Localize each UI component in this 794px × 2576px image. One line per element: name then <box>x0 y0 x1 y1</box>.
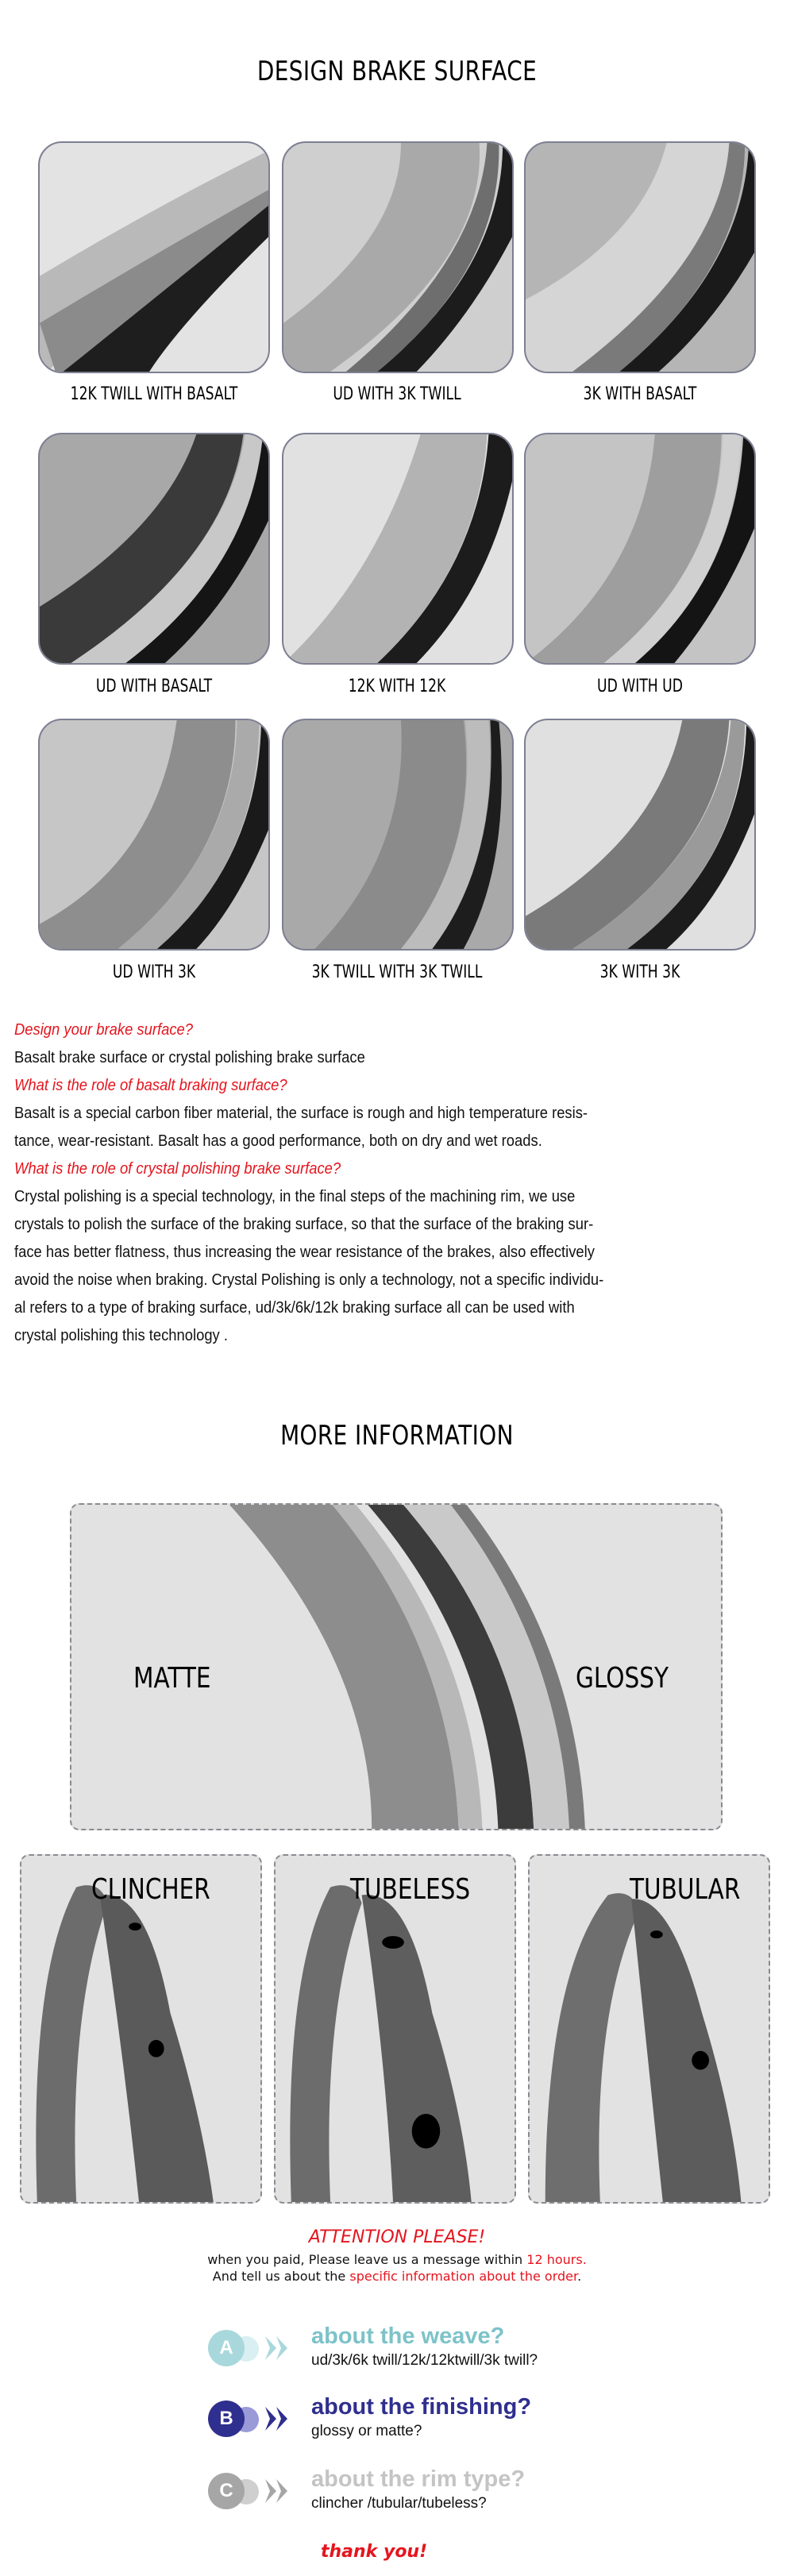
faq-answer-line: Crystal polishing is a special technology, in the final steps of the machining rim, we use <box>14 1188 576 1205</box>
tubular-label: TUBULAR <box>630 1873 741 1906</box>
brake-tile-3k-twill-3k-twill <box>282 719 514 951</box>
faq-answer-line: Basalt is a special carbon fiber material, the surface is rough and high temperature resis- <box>14 1105 588 1122</box>
rim-type-clincher-image <box>20 1854 262 2204</box>
double-chevron-icon <box>264 2478 291 2505</box>
faq-answer-line: al refers to a type of braking surface, ud/3k/6k/12k braking surface all can be used with <box>14 1299 575 1317</box>
brake-tile-3k-3k <box>524 719 756 951</box>
tubeless-label: TUBELESS <box>350 1873 471 1906</box>
faq-question: Design your brake surface? <box>14 1021 194 1039</box>
brake-tile-label: 3K WITH BASALT <box>583 384 697 404</box>
rim-image <box>40 143 268 372</box>
brake-tile-label: 12K WITH 12K <box>348 677 446 696</box>
faq-question: What is the role of basalt braking surface? <box>14 1077 287 1094</box>
step-rim-type <box>208 2466 684 2514</box>
brake-tile-label: 3K WITH 3K <box>599 962 680 982</box>
brake-tile-ud-ud <box>524 433 756 665</box>
attention-line-1 <box>0 2252 794 2267</box>
faq-section <box>14 1016 777 1350</box>
more-info-title: MORE INFORMATION <box>280 1420 514 1452</box>
attention-block <box>0 2227 794 2284</box>
faq-answer-line: tance, wear-resistant. Basalt has a good performance, both on dry and wet roads. <box>14 1132 542 1150</box>
double-chevron-icon <box>264 2335 291 2362</box>
attention-text: . <box>577 2269 582 2284</box>
step-finishing <box>208 2394 684 2442</box>
attention-highlight: specific information about the order <box>349 2269 578 2284</box>
attention-highlight: 12 hours. <box>526 2252 587 2267</box>
glossy-label: GLOSSY <box>576 1662 669 1695</box>
step-subtext: glossy or matte? <box>311 2423 422 2439</box>
brake-tile-ud-3k-twill <box>282 141 514 373</box>
thank-you-text: thank you! <box>321 2542 428 2562</box>
faq-answer-line: crystal polishing this technology . <box>14 1327 228 1344</box>
brake-tile-label: UD WITH 3K TWILL <box>333 384 461 404</box>
step-heading: about the finishing? <box>311 2394 532 2420</box>
brake-tile-label: 12K TWILL WITH BASALT <box>70 384 238 404</box>
brake-section-title: DESIGN BRAKE SURFACE <box>256 56 538 87</box>
step-weave <box>208 2323 684 2371</box>
double-chevron-icon <box>264 2405 291 2432</box>
faq-answer: Basalt brake surface or crystal polishing brake surface <box>14 1049 365 1066</box>
brake-tile-12k-twill-basalt <box>38 141 270 373</box>
step-heading: about the rim type? <box>311 2466 526 2492</box>
attention-line-2 <box>0 2269 794 2284</box>
step-a-badge: A <box>208 2330 245 2366</box>
rim-type-tubular-image <box>528 1854 770 2204</box>
rim-type-tubeless-image <box>274 1854 516 2204</box>
faq-answer-line: avoid the noise when braking. Crystal Polishing is only a technology, not a specific individu- <box>14 1271 604 1289</box>
faq-answer-line: crystals to polish the surface of the braking surface, so that the surface of the braking sur- <box>14 1216 594 1233</box>
clincher-label: CLINCHER <box>91 1873 210 1906</box>
attention-text: And tell us about the <box>212 2269 350 2284</box>
attention-title: ATTENTION PLEASE! <box>308 2227 486 2247</box>
faq-question: What is the role of crystal polishing brake surface? <box>14 1160 341 1178</box>
step-subtext: clincher /tubular/tubeless? <box>311 2495 487 2512</box>
brake-tile-3k-basalt <box>524 141 756 373</box>
step-subtext: ud/3k/6k twill/12k/12ktwill/3k twill? <box>311 2352 538 2369</box>
finish-comparison-image <box>70 1503 723 1830</box>
step-b-badge: B <box>208 2401 245 2437</box>
step-heading: about the weave? <box>311 2323 505 2349</box>
brake-tile-label: UD WITH BASALT <box>95 677 213 696</box>
attention-text: when you paid, Please leave us a message within <box>207 2252 527 2267</box>
brake-tile-label: 3K TWILL WITH 3K TWILL <box>311 962 483 982</box>
faq-answer-line: face has better flatness, thus increasing the wear resistance of the brakes, also effectively <box>14 1244 595 1261</box>
brake-tile-ud-basalt <box>38 433 270 665</box>
matte-label: MATTE <box>133 1662 211 1695</box>
brake-tile-label: UD WITH 3K <box>112 962 196 982</box>
step-c-badge: C <box>208 2473 245 2509</box>
brake-tile-ud-3k <box>38 719 270 951</box>
brake-tile-12k-12k <box>282 433 514 665</box>
brake-tile-label: UD WITH UD <box>597 677 683 696</box>
